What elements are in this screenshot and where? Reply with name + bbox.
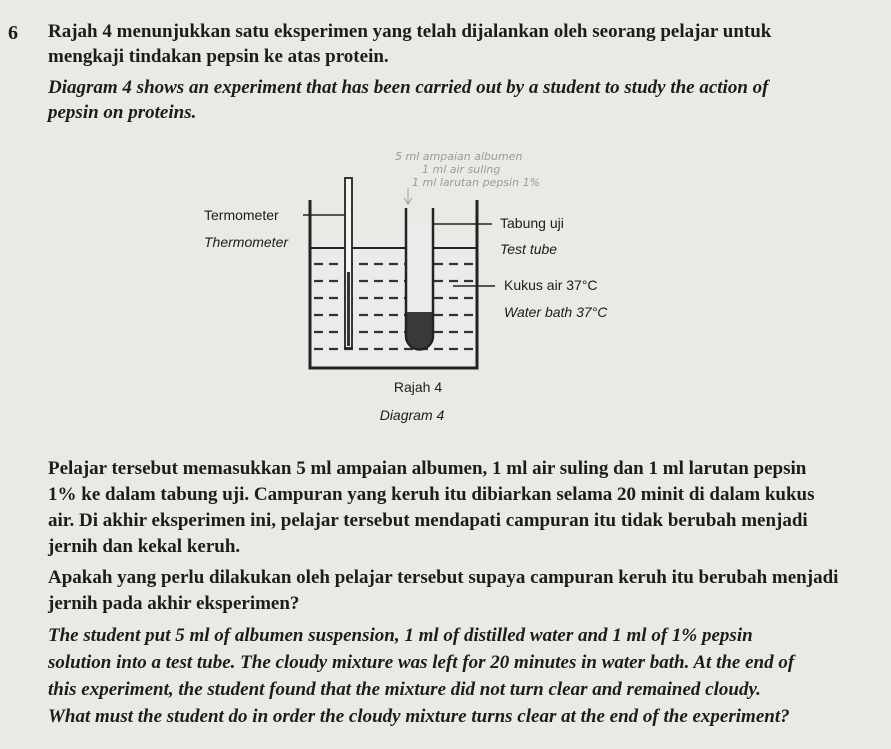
water-fill: [310, 248, 477, 364]
malay-intro-line-2: mengkaji tindakan pepsin ke atas protein.: [48, 46, 389, 67]
question-number: 6: [8, 22, 18, 44]
english-intro-line-1: Diagram 4 shows an experiment that has been carried out by a student to study the action of: [48, 77, 769, 98]
malay-intro-line-1: Rajah 4 menunjukkan satu eksperimen yang telah dijalankan oleh seorang pelajar untuk: [48, 21, 772, 42]
handwritten-note-2: 1 ml air suling: [422, 163, 501, 176]
handwritten-note-3: 1 ml larutan pepsin 1%: [412, 176, 541, 189]
english-intro-line-2: pepsin on proteins.: [48, 102, 197, 123]
experiment-diagram: [190, 140, 660, 440]
label-water-bath: Water bath 37°C: [504, 304, 608, 320]
thermometer: [345, 178, 352, 348]
caption-diagram: Diagram 4: [379, 407, 445, 423]
malay-body-line-2: 1% ke dalam tabung uji. Campuran yang keruh itu dibiarkan selama 20 minit di dalam kukus: [48, 484, 815, 505]
label-tabung-uji: Tabung uji: [500, 215, 564, 231]
english-body-line-1: The student put 5 ml of albumen suspension, 1 ml of distilled water and 1 ml of 1% pepsin: [48, 625, 753, 646]
malay-body-line-1: Pelajar tersebut memasukkan 5 ml ampaian albumen, 1 ml air suling dan 1 ml larutan pepsin: [48, 458, 807, 479]
test-tube: [406, 208, 433, 350]
english-body-line-2: solution into a test tube. The cloudy mixture was left for 20 minutes in water bath. At the end of: [48, 652, 795, 673]
water-bath-beaker: [310, 200, 477, 368]
label-thermometer: Thermometer: [204, 234, 289, 250]
malay-question-line-2: jernih pada akhir eksperimen?: [48, 593, 300, 614]
label-kukus-air: Kukus air 37°C: [504, 277, 598, 293]
handwritten-note-1: 5 ml ampaian albumen: [395, 150, 523, 163]
caption-rajah: Rajah 4: [393, 379, 443, 395]
label-termometer: Termometer: [204, 207, 279, 223]
english-question-line: What must the student do in order the cloudy mixture turns clear at the end of the experiment?: [48, 706, 790, 727]
malay-body-line-3: air. Di akhir eksperimen ini, pelajar tersebut mendapati campuran itu tidak berubah menjadi: [48, 510, 808, 531]
handwritten-arrow: [404, 188, 412, 204]
label-test-tube: Test tube: [500, 241, 558, 257]
malay-question-line-1: Apakah yang perlu dilakukan oleh pelajar tersebut supaya campuran keruh itu berubah menjadi: [48, 567, 839, 588]
malay-body-line-4: jernih dan kekal keruh.: [48, 536, 241, 557]
english-body-line-3: this experiment, the student found that the mixture did not turn clear and remained cloudy.: [48, 679, 761, 700]
